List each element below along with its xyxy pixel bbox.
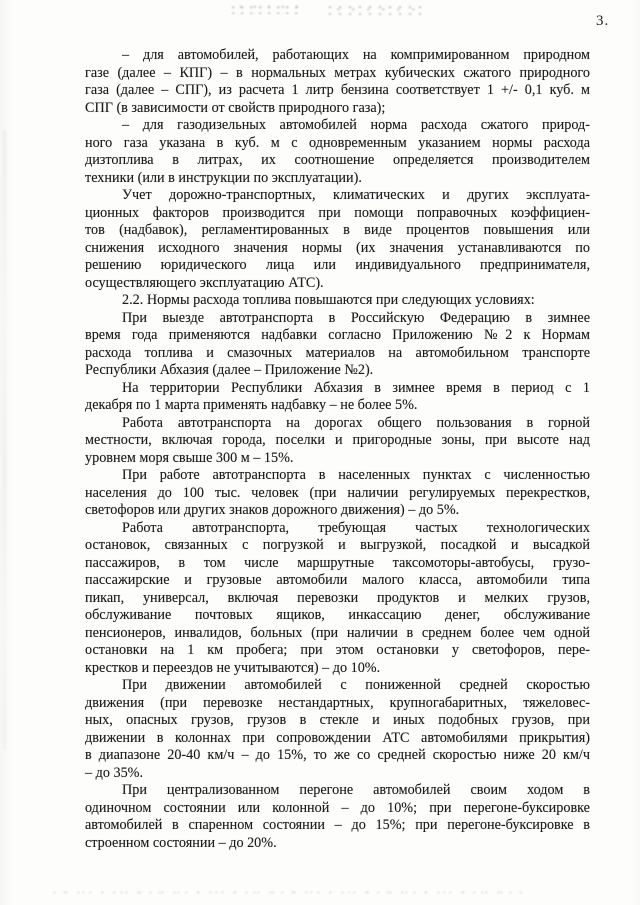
text-line: осуществляющего эксплуатацию АТС). — [85, 274, 324, 291]
text-line: автомобилей в спаренном состоянии – до 15%; при перегоне-буксировке в — [85, 817, 590, 833]
text-line: ных, опасных грузов, грузов в стекле и иных подобных грузов, при — [85, 712, 590, 728]
text-line: крестков и переездов не учитываются) – до 10%. — [85, 659, 381, 676]
text-line: На территории Республики Абхазия в зимнее время в период с 1 — [122, 379, 590, 396]
text-line: газа (далее – СПГ), из расчета 1 литр бензина соответствует 1 +/- 0,1 куб. м — [85, 82, 590, 98]
text-line: – до 35%. — [85, 764, 144, 781]
page-number: 3. — [596, 13, 610, 29]
text-line: декабря по 1 марта применять надбавку – не более 5%. — [85, 397, 418, 413]
scan-artifact-bottom — [52, 890, 522, 896]
text-line: уровнем моря свыше 300 м – 15%. — [85, 449, 294, 466]
text-line: Учет дорожно-транспортных, климатических и других эксплуата- — [122, 187, 590, 203]
text-line: газе (далее – КПГ) – в нормальных метрах кубических сжатого природного — [85, 64, 590, 81]
paragraph — [85, 187, 590, 292]
text-line: населения до 100 тыс. человек (при наличии регулируемых перекрестков, — [85, 484, 590, 501]
text-line: Работа автотранспорта, требующая частых технологических — [122, 519, 590, 536]
text-line: При централизованном перегоне автомобилей своим ходом в — [122, 782, 590, 798]
text-line: расхода топлива и смазочных материалов на автомобильном транспорте — [85, 344, 590, 361]
text-line: остановок, связанных с погрузкой и выгрузкой, посадкой и высадкой — [85, 537, 590, 553]
text-line: пассажиров, в том числе маршрутные таксомоторы-автобусы, грузо- — [85, 554, 590, 571]
paragraph — [85, 520, 590, 678]
text-line: строенном состоянии – до 20%. — [85, 834, 277, 851]
text-line: ционных факторов производится при помощи поправочных коэффициен- — [85, 204, 590, 221]
text-line: решению юридического лица или индивидуального предпринимателя, — [85, 257, 590, 273]
text-line: пенсионеров, инвалидов, больных (при наличии в среднем более чем одной — [85, 624, 590, 641]
text-line: СПГ (в зависимости от свойств природного газа); — [85, 99, 386, 116]
text-line: Республики Абхазия (далее – Приложение №2). — [85, 362, 374, 378]
paragraph — [85, 292, 590, 310]
text-line: снижения исходного значения нормы (их значения устанавливаются по — [85, 239, 590, 256]
text-line: При выезде автотранспорта в Российскую Федерацию в зимнее — [122, 309, 590, 326]
text-line: в диапазоне 20-40 км/ч – до 15%, то же со средней скоростью ниже 20 км/ч — [85, 747, 590, 763]
text-line: местности, включая города, поселки и пригородные зоны, при высоте над — [85, 432, 590, 448]
paragraph — [85, 782, 590, 852]
text-line: светофоров или других знаков дорожного движения) – до 5%. — [85, 502, 460, 518]
text-line: техники (или в инструкции по эксплуатации). — [85, 169, 362, 186]
text-line: 2.2. Нормы расхода топлива повышаются при следующих условиях: — [122, 292, 535, 308]
paragraph — [85, 310, 590, 380]
paragraph — [85, 117, 590, 187]
paragraph — [85, 47, 590, 117]
text-line: пассажирские и грузовые автомобили малого класса, автомобили типа — [85, 572, 590, 588]
scan-artifact-top-left — [231, 4, 301, 14]
scan-artifact-top-right — [327, 4, 422, 15]
text-line: пикап, универсал, включая перевозки продуктов и мелких грузов, — [85, 589, 590, 606]
text-line: обслуживание почтовых ящиков, инкассацию денег, обслуживание — [85, 607, 590, 623]
paragraph — [85, 380, 590, 415]
text-line: Работа автотранспорта на дорогах общего пользования в горной — [122, 414, 590, 431]
text-line: время года применяются надбавки согласно Приложению №2 к Нормам — [85, 327, 590, 343]
text-line: остановки на 1 км пробега; при этом остановки у светофоров, пере- — [85, 642, 590, 658]
text-line: ного газа указана в куб. м с одновременным указанием нормы расхода — [85, 134, 590, 151]
text-line: одиночном состоянии или колонной – до 10%; при перегоне-буксировке — [85, 799, 590, 816]
text-line: движения (при перевозке нестандартных, крупногабаритных, тяжеловес- — [85, 694, 590, 711]
text-line: – для газодизельных автомобилей норма расхода сжатого природ- — [122, 117, 590, 133]
paragraph — [85, 467, 590, 520]
scan-artifact-left-edge — [3, 130, 6, 750]
text-line: При движении автомобилей с пониженной средней скоростью — [122, 677, 590, 693]
text-line: При работе автотранспорта в населенных пунктах с численностью — [122, 467, 590, 483]
document-body — [85, 47, 590, 852]
text-line: тов (надбавок), регламентированных в виде процентов повышения или — [85, 222, 590, 238]
text-line: дизтоплива в литрах, их соотношение определяется производителем — [85, 152, 590, 168]
paragraph — [85, 415, 590, 468]
text-line: движении в колоннах при сопровождении АТС автомобилями прикрытия) — [85, 729, 590, 746]
paragraph — [85, 677, 590, 782]
text-line: – для автомобилей, работающих на компримированном природном — [122, 47, 590, 63]
